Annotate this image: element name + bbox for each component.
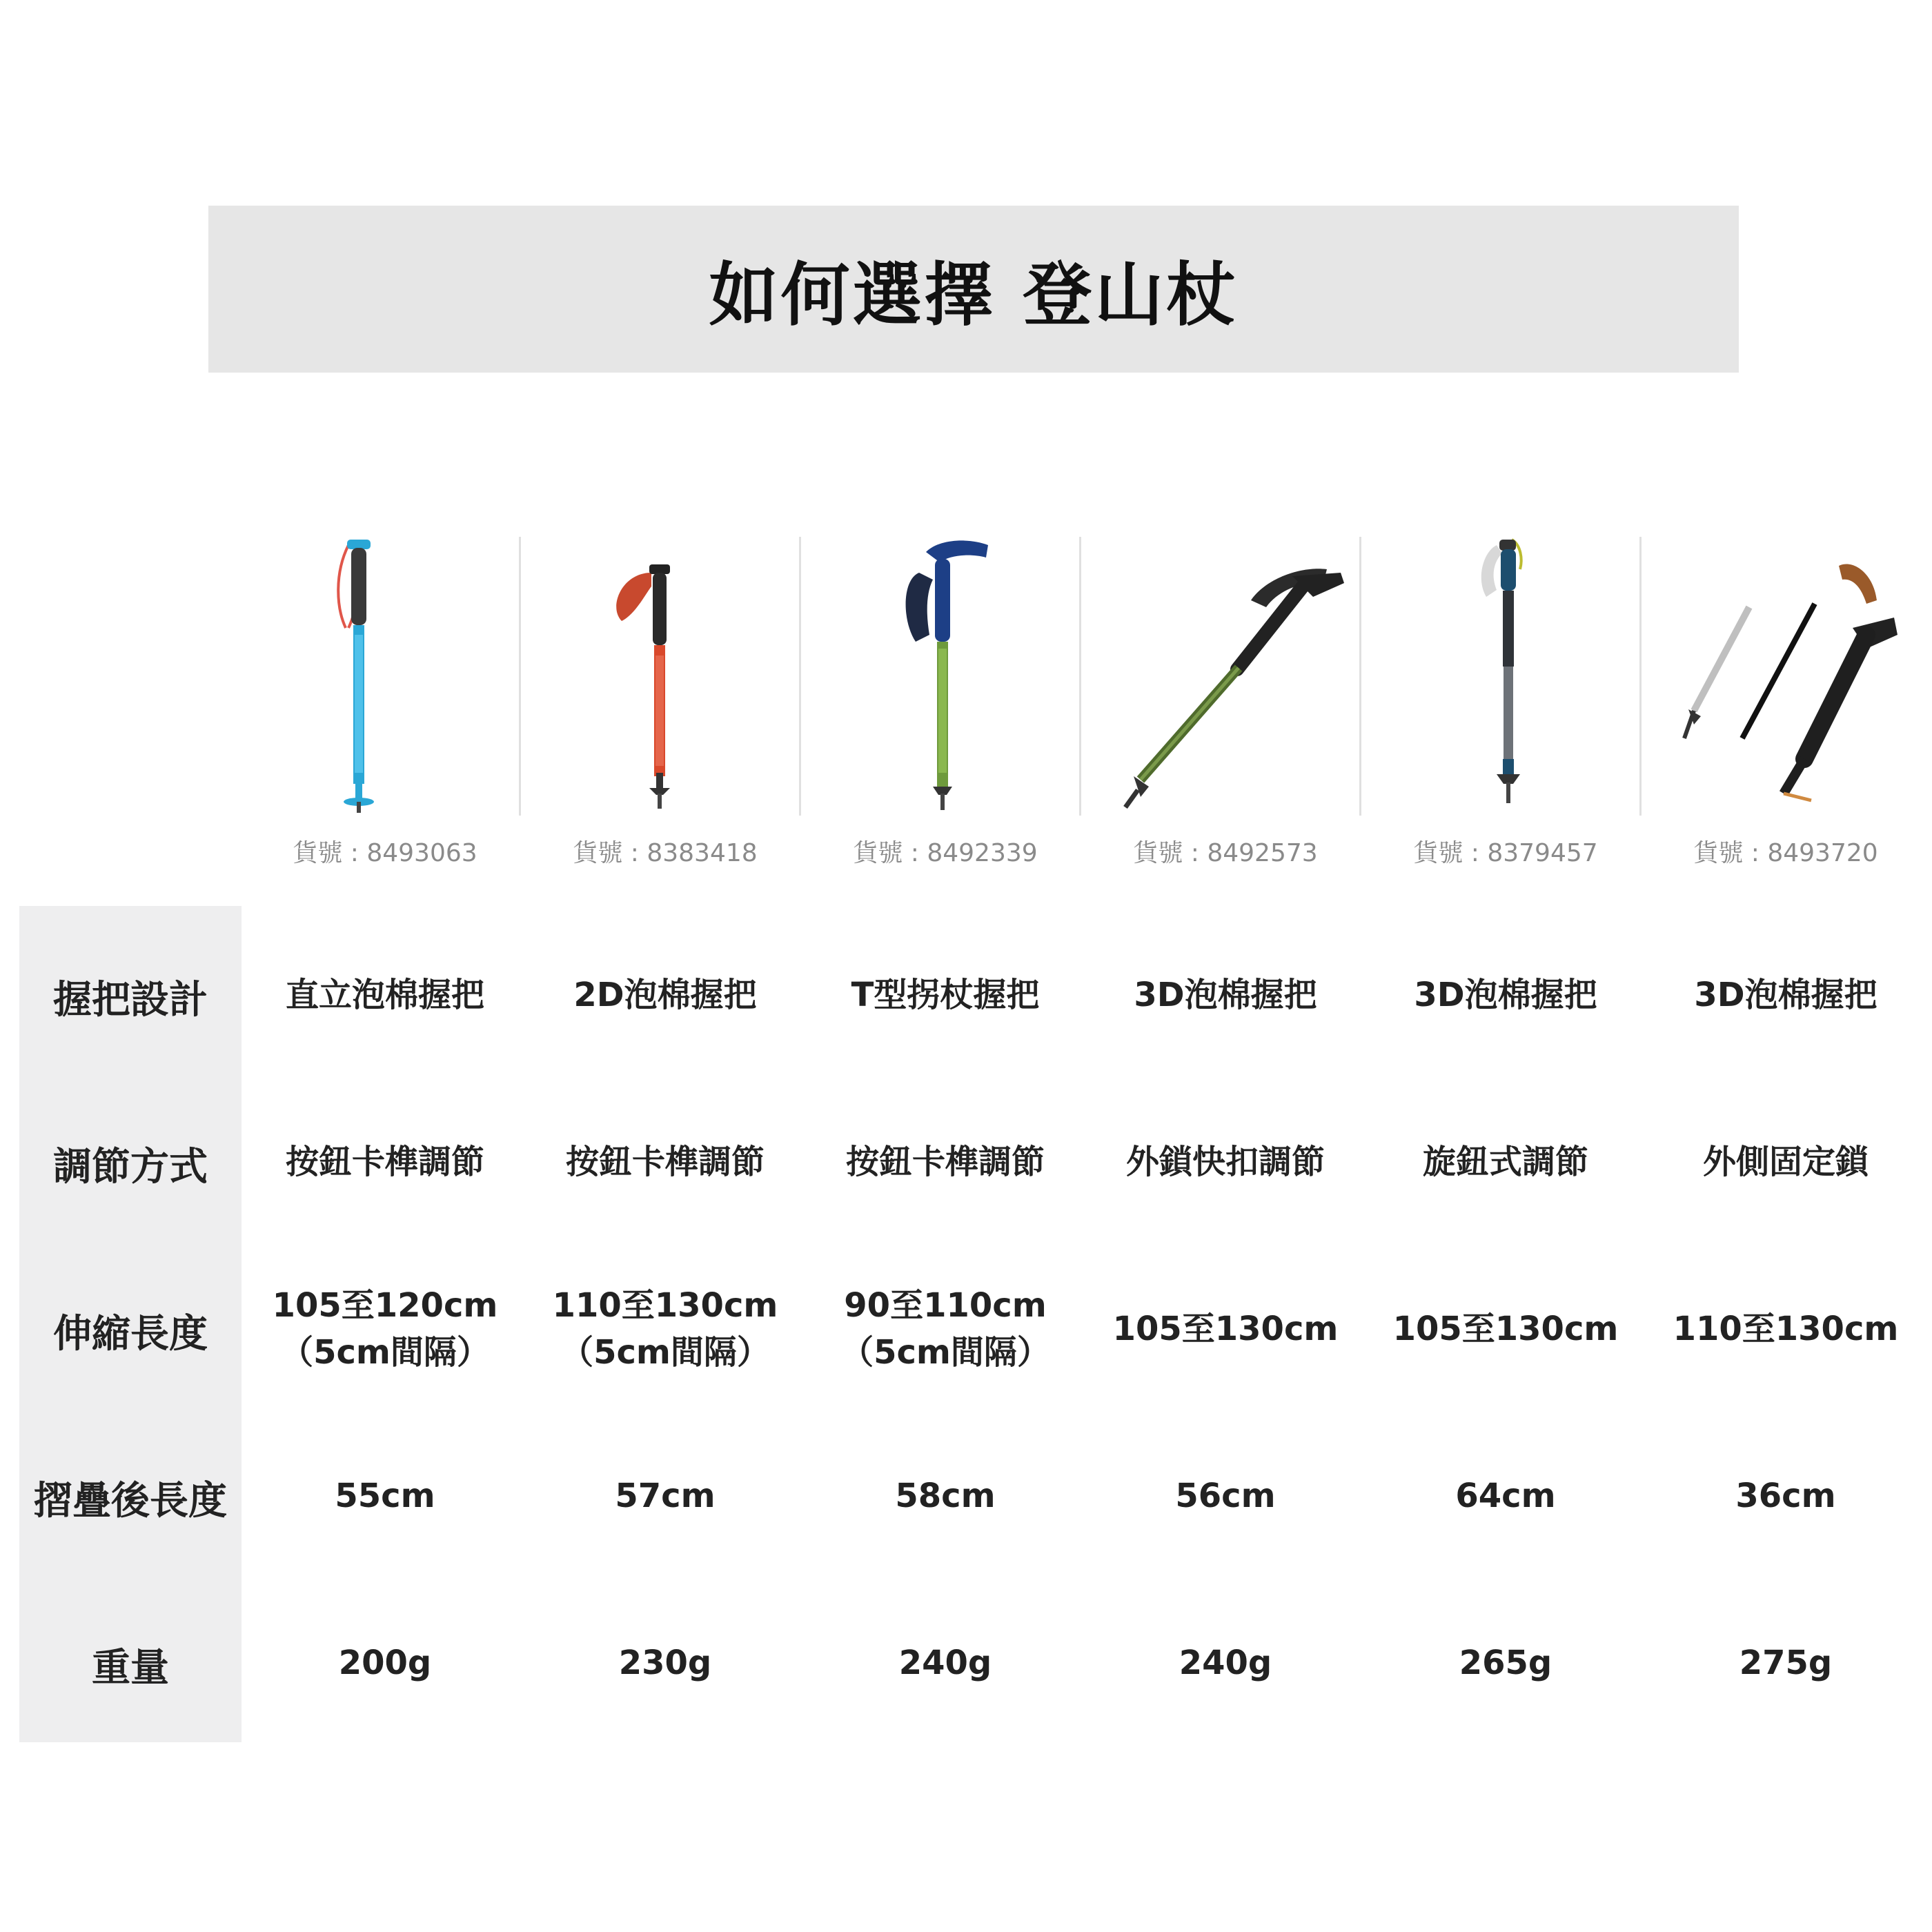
trekking-pole-image-4: [1085, 531, 1366, 821]
row-label-column: [19, 906, 241, 1742]
adjust-cell: 按鈕卡榫調節: [845, 1143, 1045, 1181]
length-cell: 105至130cm: [1392, 1310, 1619, 1348]
product-6: [1646, 531, 1926, 876]
length-cell: [525, 1282, 805, 1376]
product-sku: 貨號 : 8492573: [1133, 839, 1318, 867]
row-label-adjust: 調節方式: [53, 1145, 208, 1190]
trekking-pole-image-1: [245, 531, 525, 821]
folded-cell: 56cm: [1175, 1477, 1276, 1515]
length-cell: [245, 1282, 525, 1376]
trekking-pole-image-5: [1366, 531, 1646, 821]
adjust-cell: 按鈕卡榫調節: [285, 1143, 484, 1181]
column-divider: [799, 537, 801, 816]
column-divider: [1639, 537, 1642, 816]
product-sku: 貨號 : 8493720: [1693, 839, 1878, 867]
weight-cell: 240g: [1179, 1644, 1272, 1682]
length-cell: 105至130cm: [1112, 1310, 1339, 1348]
product-sku: 貨號 : 8379457: [1413, 839, 1598, 867]
trekking-pole-image-3: [805, 531, 1085, 821]
weight-cell: 200g: [338, 1644, 432, 1682]
row-label-weight: 重量: [92, 1646, 169, 1690]
length-interval: （5cm間隔）: [280, 1333, 490, 1372]
weight-cell: 265g: [1459, 1644, 1552, 1682]
row-label-grip: 握把設計: [53, 978, 208, 1023]
grip-cell: 3D泡棉握把: [1694, 976, 1877, 1014]
length-cell: 110至130cm: [1673, 1310, 1899, 1348]
adjust-cell: 按鈕卡榫調節: [565, 1143, 765, 1181]
product-sku: 貨號 : 8493063: [293, 839, 477, 867]
folded-cell: 36cm: [1735, 1477, 1836, 1515]
trekking-pole-image-2: [525, 531, 805, 821]
length-interval: （5cm間隔）: [840, 1333, 1050, 1372]
weight-cell: 230g: [618, 1644, 712, 1682]
product-1: [245, 531, 525, 876]
adjust-cell: 外側固定鎖: [1702, 1143, 1869, 1181]
row-label-length: 伸縮長度: [53, 1312, 208, 1357]
folded-cell: 64cm: [1455, 1477, 1556, 1515]
folded-cell: 57cm: [615, 1477, 716, 1515]
product-4: [1085, 531, 1366, 876]
grip-cell: 直立泡棉握把: [285, 976, 484, 1014]
product-5: [1366, 531, 1646, 876]
weight-cell: 240g: [898, 1644, 992, 1682]
trekking-pole-image-6: [1646, 531, 1926, 821]
adjust-cell: 外鎖快扣調節: [1125, 1143, 1325, 1181]
product-3: [805, 531, 1085, 876]
length-interval: （5cm間隔）: [560, 1333, 770, 1372]
folded-cell: 55cm: [335, 1477, 435, 1515]
column-divider: [1359, 537, 1361, 816]
column-divider: [519, 537, 521, 816]
length-range: 110至130cm: [552, 1286, 778, 1325]
product-2: [525, 531, 805, 876]
length-range: 90至110cm: [844, 1286, 1047, 1325]
column-divider: [1079, 537, 1081, 816]
grip-cell: 3D泡棉握把: [1134, 976, 1317, 1014]
grip-cell: T型拐杖握把: [851, 976, 1040, 1014]
weight-cell: 275g: [1739, 1644, 1833, 1682]
title-banner: [208, 206, 1739, 373]
grip-cell: 2D泡棉握把: [573, 976, 757, 1014]
product-images-row: [245, 531, 1932, 876]
page-title: 如何選擇 登山杖: [709, 255, 1239, 335]
row-label-folded: 摺疊後長度: [34, 1479, 227, 1524]
grip-cell: 3D泡棉握把: [1414, 976, 1597, 1014]
product-sku: 貨號 : 8492339: [853, 839, 1038, 867]
product-sku: 貨號 : 8383418: [573, 839, 758, 867]
adjust-cell: 旋鈕式調節: [1422, 1143, 1588, 1181]
length-range: 105至120cm: [272, 1286, 498, 1325]
folded-cell: 58cm: [895, 1477, 996, 1515]
length-cell: [805, 1282, 1085, 1376]
